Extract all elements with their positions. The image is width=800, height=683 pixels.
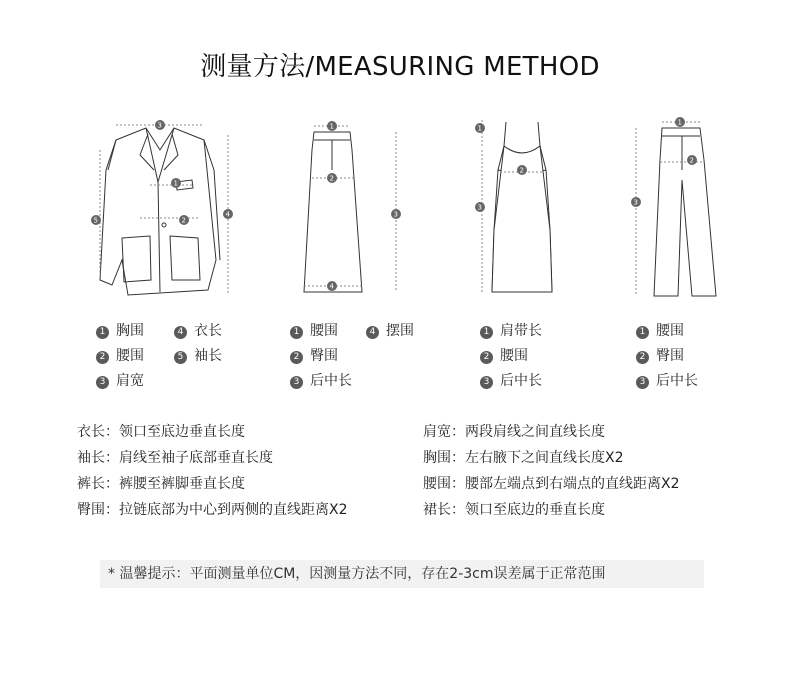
number-badge: 2: [290, 351, 303, 364]
number-badge: 3: [480, 376, 493, 389]
legend-label: 腰围: [310, 323, 338, 339]
legend-item: [290, 370, 352, 390]
svg-text:2: 2: [689, 156, 694, 165]
description-waist: 腰围：腰部左端点到右端点的直线距离X2: [423, 476, 680, 492]
legend-item: [636, 370, 698, 390]
svg-text:2: 2: [519, 166, 524, 175]
number-badge: 4: [366, 326, 379, 339]
legend-label: 摆围: [386, 323, 414, 339]
legend-item: [96, 370, 144, 390]
number-badge: 3: [96, 376, 109, 389]
legend-item: [96, 320, 144, 340]
number-badge: 5: [174, 351, 187, 364]
pants-illustration: [624, 110, 724, 305]
legend-label: 袖长: [194, 348, 222, 364]
legend-label: 衣长: [194, 323, 222, 339]
legend-label: 后中长: [500, 373, 542, 389]
svg-text:1: 1: [477, 124, 482, 133]
legend-item: [366, 320, 414, 340]
legend-item: [174, 345, 222, 365]
description-shoulder: 肩宽：两段肩线之间直线长度: [423, 424, 605, 440]
description-skirt-length: 裙长：领口至底边的垂直长度: [423, 502, 605, 518]
number-badge: 4: [174, 326, 187, 339]
dress-illustration: [470, 110, 570, 305]
legend-label: 肩带长: [500, 323, 542, 339]
legend-label: 后中长: [656, 373, 698, 389]
number-badge: 1: [290, 326, 303, 339]
svg-text:2: 2: [181, 216, 186, 225]
legend-label: 臀围: [310, 348, 338, 364]
number-badge: 2: [96, 351, 109, 364]
legend-item: [174, 320, 222, 340]
svg-text:1: 1: [173, 179, 178, 188]
legend-label: 腰围: [116, 348, 144, 364]
svg-text:1: 1: [329, 122, 334, 131]
description-pants-length: 裤长：裤腰至裤脚垂直长度: [77, 476, 245, 492]
description-garment-length: 衣长：领口至底边垂直长度: [77, 424, 245, 440]
number-badge: 2: [636, 351, 649, 364]
jacket-illustration: [88, 110, 248, 305]
legend-label: 腰围: [656, 323, 684, 339]
legend-item: [480, 345, 528, 365]
number-badge: 1: [96, 326, 109, 339]
svg-text:4: 4: [329, 282, 334, 291]
svg-text:5: 5: [93, 216, 98, 225]
svg-text:3: 3: [393, 210, 398, 219]
legend-label: 臀围: [656, 348, 684, 364]
svg-text:1: 1: [677, 118, 682, 127]
legend-item: [480, 320, 542, 340]
description-sleeve-length: 袖长：肩线至袖子底部垂直长度: [77, 450, 273, 466]
number-badge: 1: [480, 326, 493, 339]
description-hip: 臀围：拉链底部为中心到两侧的直线距离X2: [77, 502, 348, 518]
svg-text:3: 3: [477, 203, 482, 212]
svg-text:3: 3: [633, 198, 638, 207]
legend-label: 后中长: [310, 373, 352, 389]
legend-label: 肩宽: [116, 373, 144, 389]
legend-item: [290, 320, 338, 340]
number-badge: 1: [636, 326, 649, 339]
page-title: 测量方法/MEASURING METHOD: [200, 52, 600, 82]
number-badge: 3: [290, 376, 303, 389]
legend-label: 胸围: [116, 323, 144, 339]
legend-label: 腰围: [500, 348, 528, 364]
number-badge: 2: [480, 351, 493, 364]
svg-text:4: 4: [225, 210, 230, 219]
legend-item: [636, 345, 684, 365]
legend-item: [636, 320, 684, 340]
legend-item: [96, 345, 144, 365]
measurement-notice: * 温馨提示：平面测量单位CM，因测量方法不同，存在2-3cm误差属于正常范围: [100, 560, 704, 588]
description-chest: 胸围：左右腋下之间直线长度X2: [423, 450, 624, 466]
legend-item: [290, 345, 338, 365]
skirt-illustration: [292, 110, 422, 305]
number-badge: 3: [636, 376, 649, 389]
svg-text:3: 3: [157, 121, 162, 130]
legend-item: [480, 370, 542, 390]
svg-text:2: 2: [329, 174, 334, 183]
